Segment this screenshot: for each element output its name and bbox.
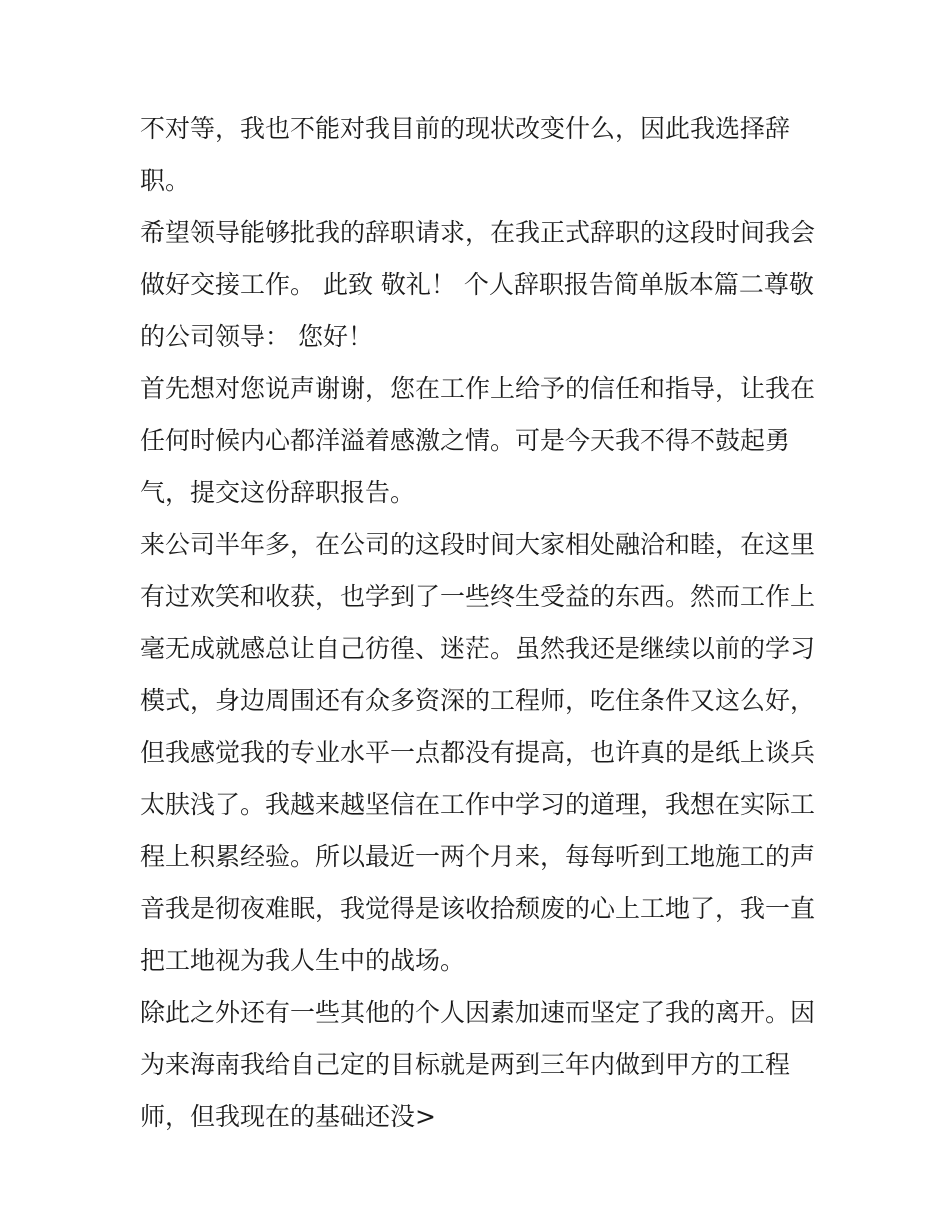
text-line-6: 首先想对您说声谢谢，您在工作上给予的信任和指导，让我在	[140, 374, 816, 403]
text-line-19: 为来海南我给自己定的目标就是两到三年内做到甲方的工程	[140, 1050, 791, 1079]
text-line-4: 做好交接工作。 此致 敬礼！ 个人辞职报告简单版本篇二尊敬	[140, 270, 814, 299]
text-line-3: 希望领导能够批我的辞职请求，在我正式辞职的这段时间我会	[140, 218, 816, 247]
text-line-18: 除此之外还有一些其他的个人因素加速而坚定了我的离开。因	[140, 998, 816, 1027]
text-line-14: 太肤浅了。我越来越坚信在工作中学习的道理，我想在实际工	[140, 790, 816, 819]
text-line-12: 模式，身边周围还有众多资深的工程师，吃住条件又这么好，	[140, 686, 816, 715]
text-line-8: 气，提交这份辞职报告。	[140, 478, 416, 507]
text-line-16: 音我是彻夜难眠，我觉得是该收拾颓废的心上工地了，我一直	[140, 894, 816, 923]
text-line-13: 但我感觉我的专业水平一点都没有提高，也许真的是纸上谈兵	[140, 738, 816, 767]
text-line-1: 不对等，我也不能对我目前的现状改变什么，因此我选择辞	[140, 114, 791, 143]
text-line-7: 任何时候内心都洋溢着感激之情。可是今天我不得不鼓起勇	[140, 426, 791, 455]
text-line-15: 程上积累经验。所以最近一两个月来，每每听到工地施工的声	[140, 842, 816, 871]
text-line-5: 的公司领导： 您好！	[140, 322, 373, 351]
text-line-11: 毫无成就感总让自己彷徨、迷茫。虽然我还是继续以前的学习	[140, 634, 816, 663]
document-body	[140, 103, 830, 1143]
text-line-10: 有过欢笑和收获，也学到了一些终生受益的东西。然而工作上	[140, 582, 816, 611]
text-line-17: 把工地视为我人生中的战场。	[140, 946, 466, 975]
text-line-2: 职。	[140, 166, 191, 195]
text-line-20: 师，但我现在的基础还没>	[140, 1102, 436, 1131]
text-line-9: 来公司半年多，在公司的这段时间大家相处融洽和睦，在这里	[140, 530, 816, 559]
